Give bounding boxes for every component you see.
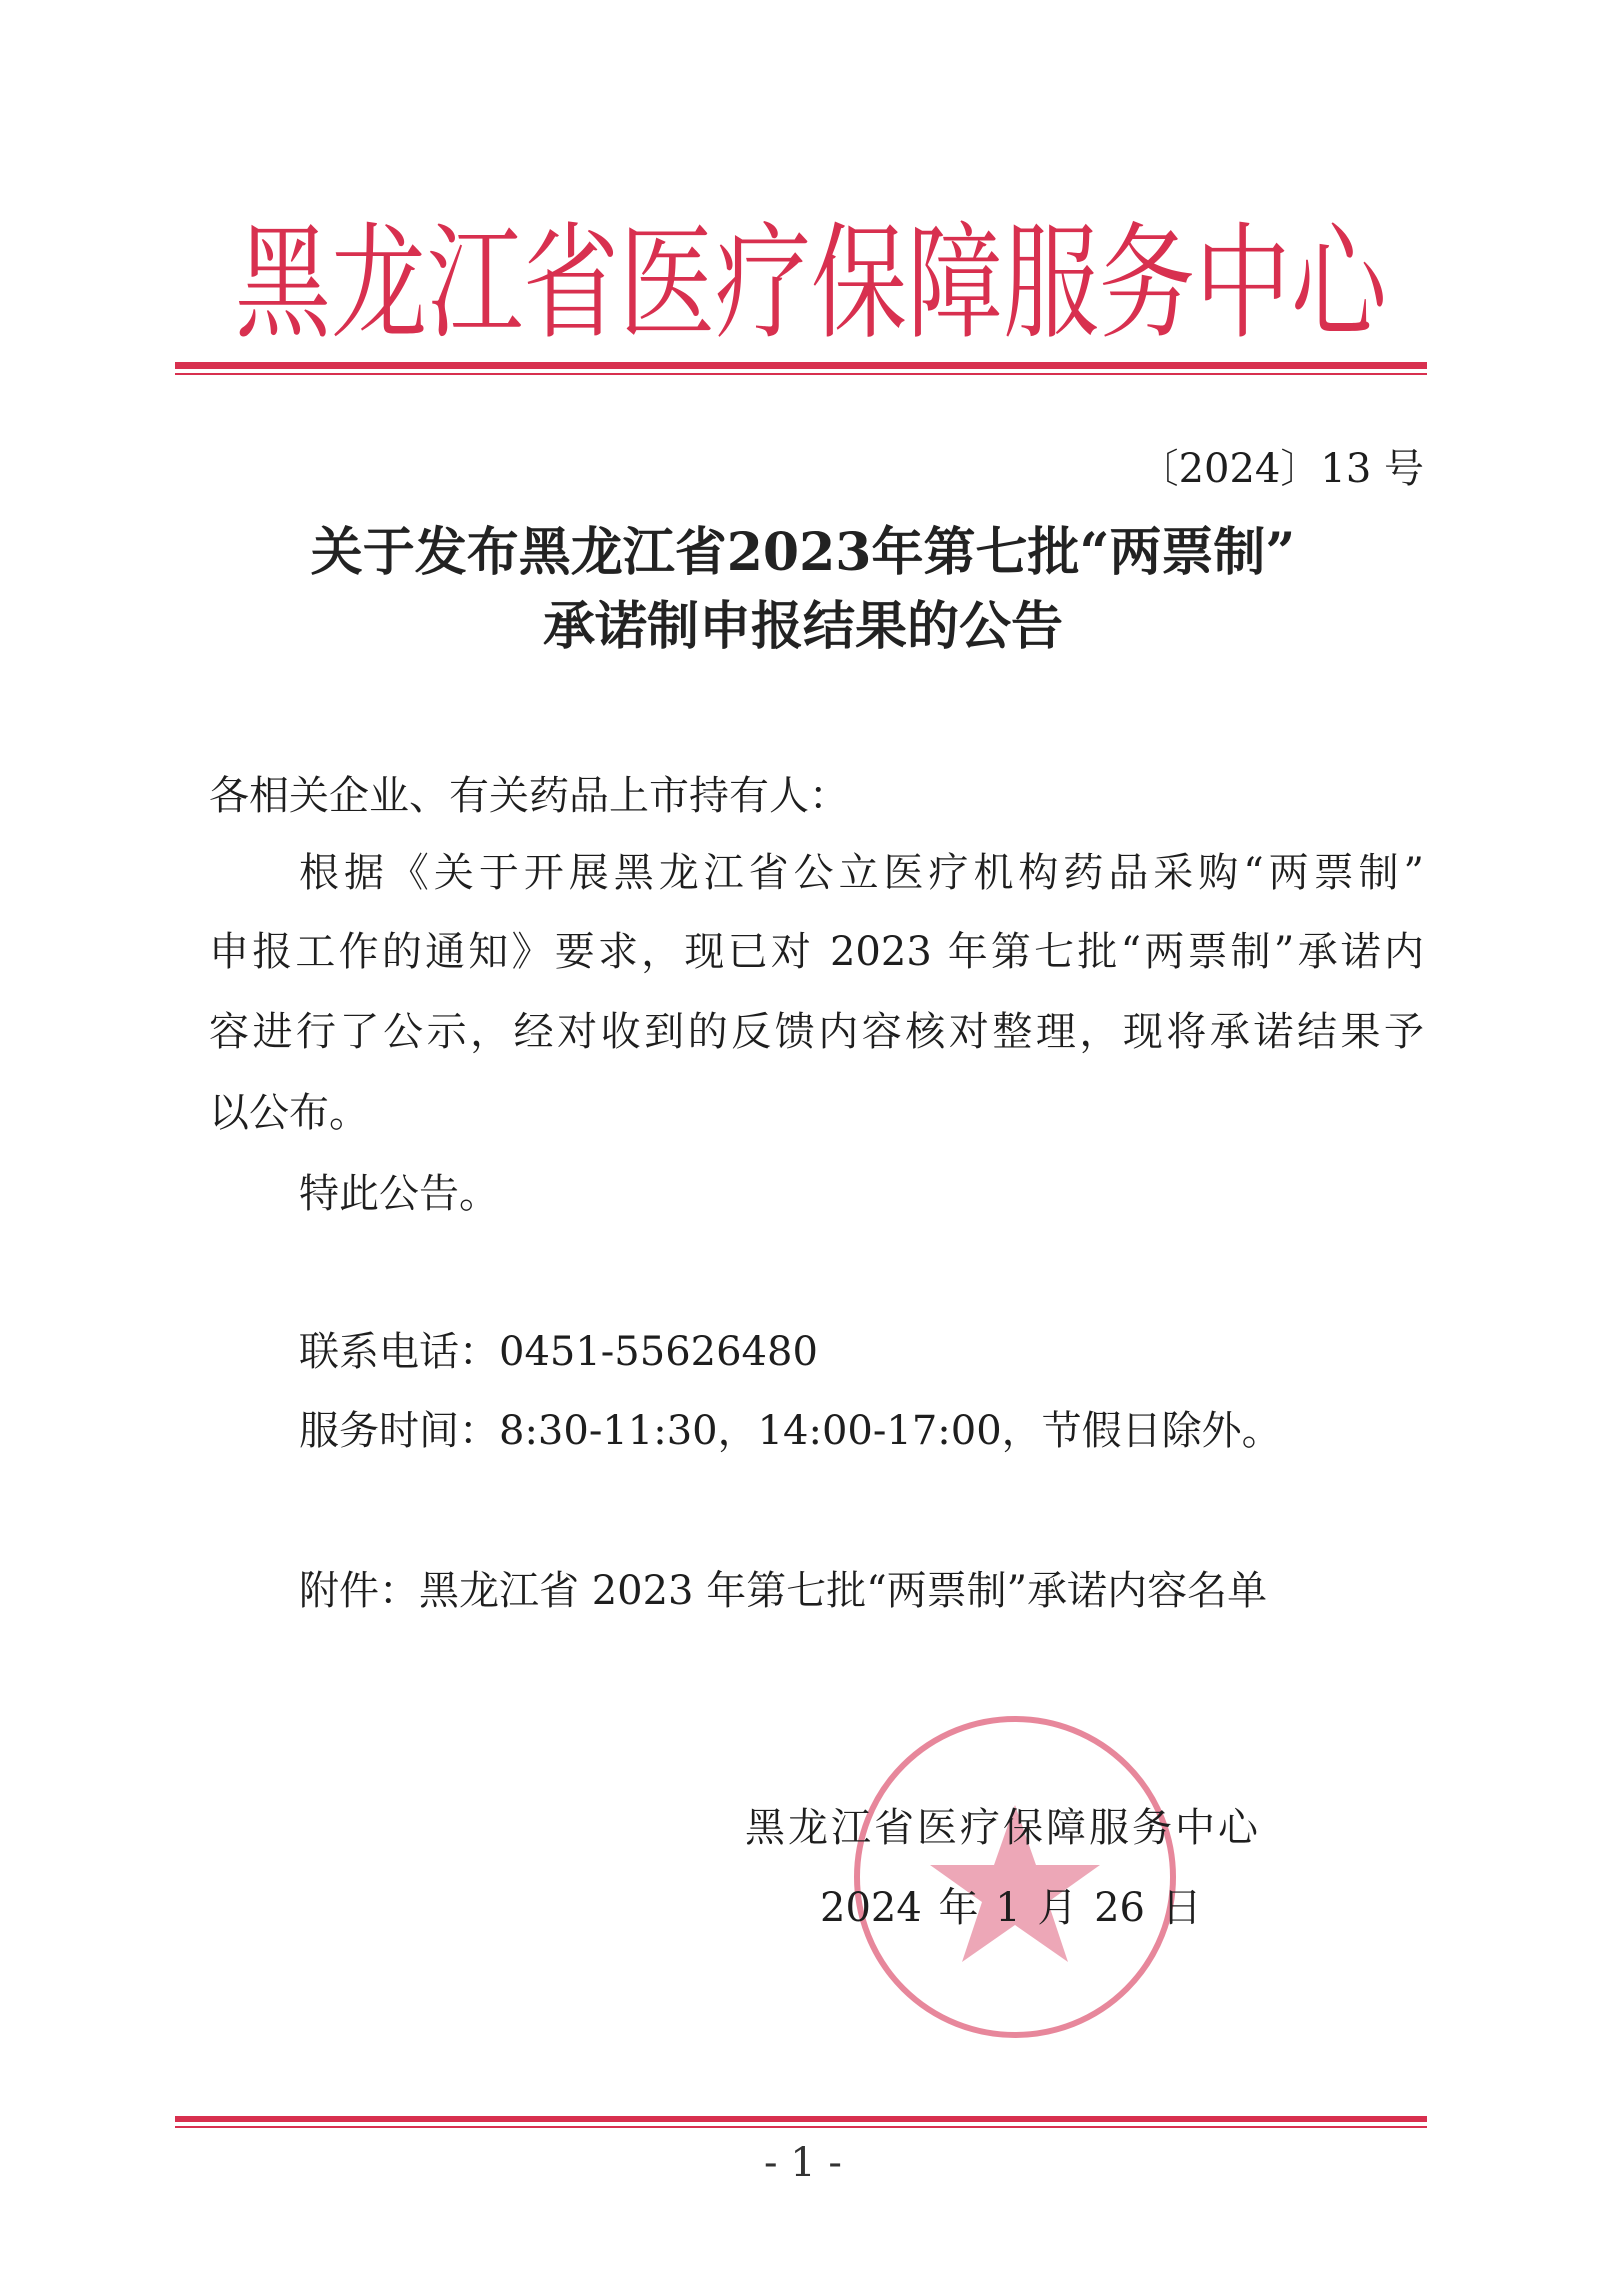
- page-number: - 1 -: [764, 2140, 842, 2186]
- header-divider-thin: [175, 373, 1427, 375]
- footer-divider-thin: [175, 2126, 1427, 2128]
- paragraph-line: 申报工作的通知》要求，现已对 2023 年第七批“两票制”承诺内: [209, 929, 1424, 975]
- footer-divider-thick: [175, 2116, 1427, 2122]
- paragraph-line: 以公布。: [209, 1090, 369, 1136]
- service-hours: 服务时间：8:30-11:30，14:00-17:00，节假日除外。: [299, 1408, 1282, 1454]
- header-divider-thick: [175, 362, 1427, 369]
- document-title-line1: 关于发布黑龙江省2023年第七批“两票制”: [310, 522, 1296, 583]
- salutation: 各相关企业、有关药品上市持有人：: [209, 773, 849, 819]
- signature-organization: 黑龙江省医疗保障服务中心: [745, 1805, 1261, 1851]
- paragraph-line: 根据《关于开展黑龙江省公立医疗机构药品采购“两票制”: [299, 850, 1424, 896]
- document-title-line2: 承诺制申报结果的公告: [542, 596, 1063, 657]
- official-seal-stamp: [848, 1710, 1182, 2044]
- contact-phone: 联系电话：0451-55626480: [299, 1329, 818, 1375]
- paragraph-line: 容进行了公示，经对收到的反馈内容核对整理，现将承诺结果予: [209, 1009, 1424, 1055]
- signature-date: 2024 年 1 月 26 日: [820, 1885, 1202, 1931]
- org-header-title: 黑龙江省医疗保障服务中心: [235, 210, 1387, 357]
- attachment-note: 附件：黑龙江省 2023 年第七批“两票制”承诺内容名单: [299, 1568, 1268, 1614]
- closing-text: 特此公告。: [299, 1171, 499, 1217]
- document-number: 〔2024〕13 号: [1138, 446, 1424, 492]
